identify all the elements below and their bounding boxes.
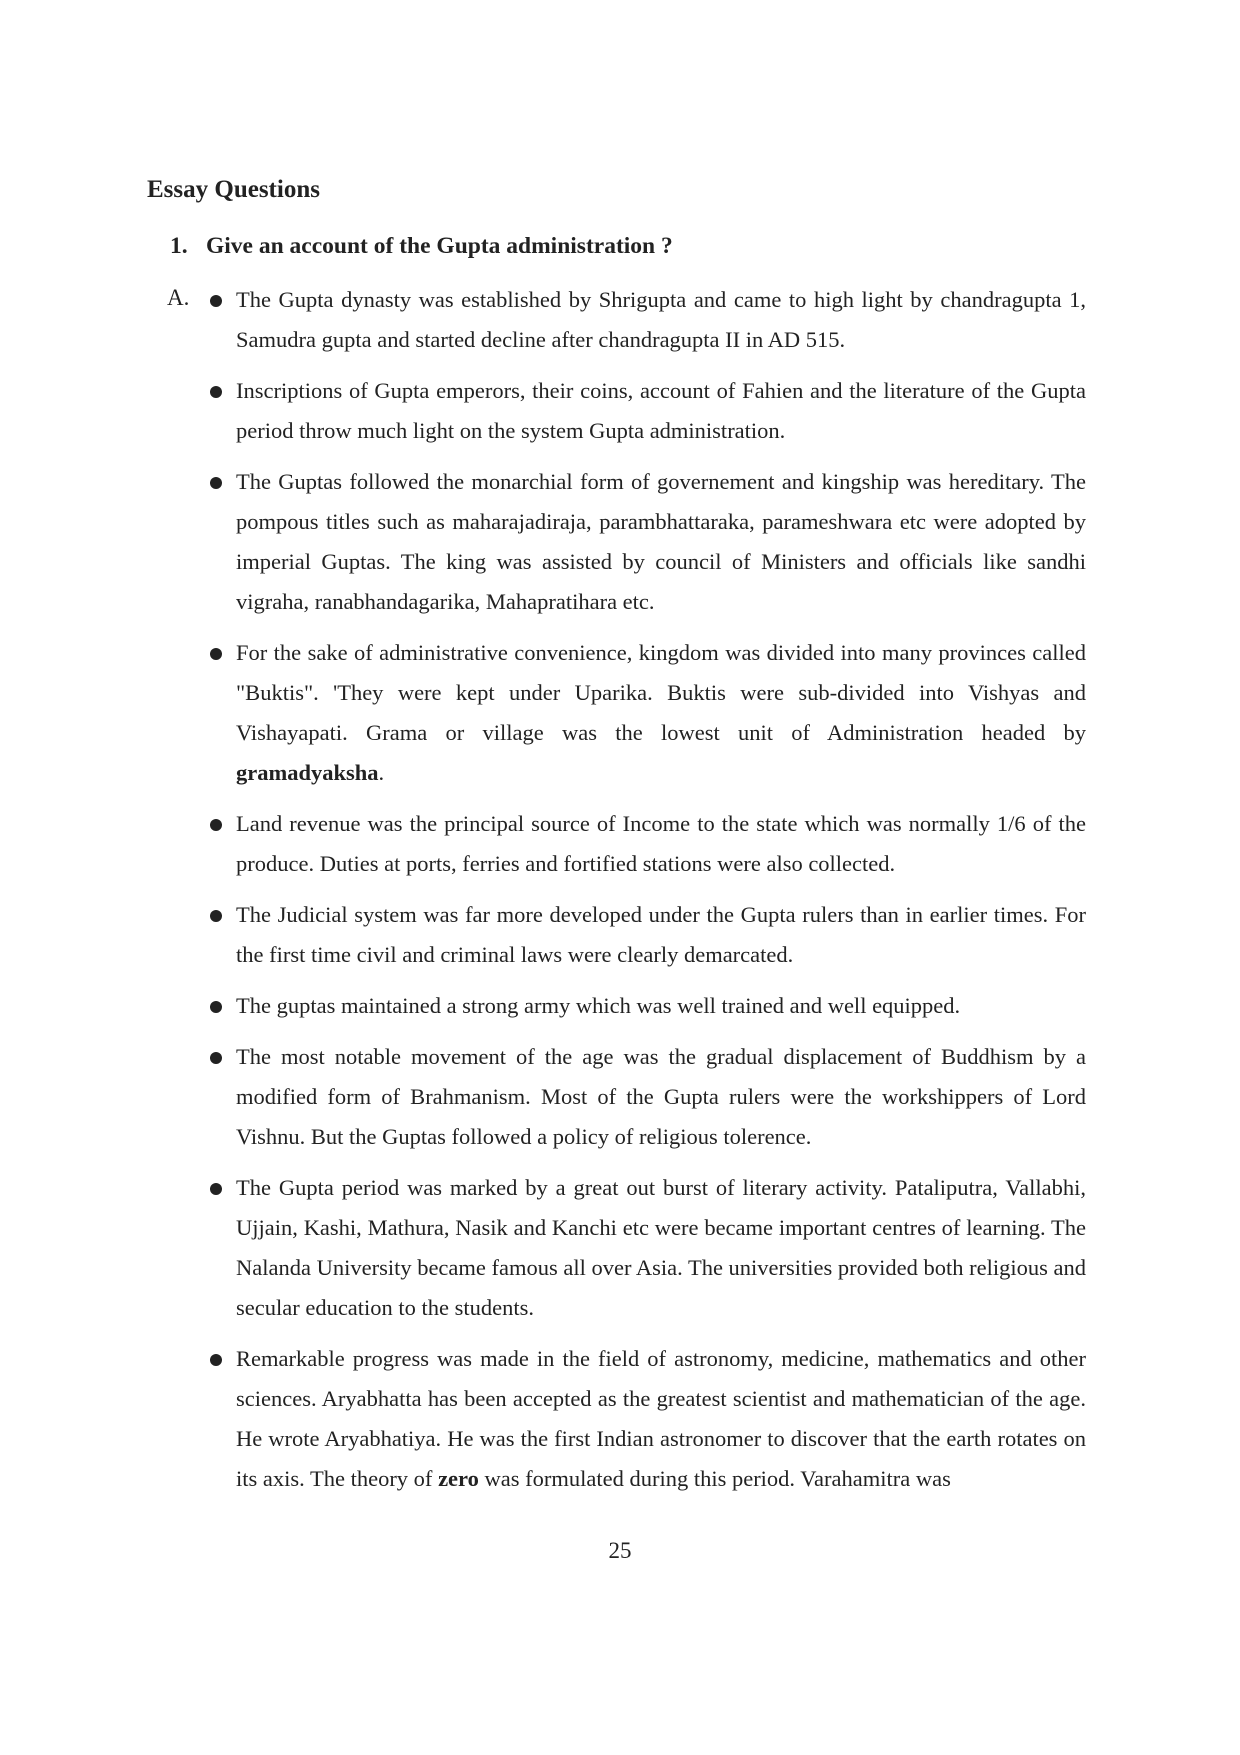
bullet-item [210, 1339, 1086, 1499]
bullet-text-end: . [378, 760, 385, 785]
bullet-dot-icon [210, 1001, 222, 1013]
bullet-item [210, 462, 1086, 622]
bullet-dot-icon [210, 1183, 222, 1195]
bullet-text: The Guptas followed the monarchial form of governement and kingship was hereditary. The pompous titles such as maharajadiraja, parambhattaraka, parameshwara etc were adopted by imperial Guptas. The king was assisted by council of Ministers and officials like sandhi vigraha, ranabhandagarika, Mahapratihara etc. [236, 469, 1086, 614]
bullet-item [210, 371, 1086, 451]
bullet-text: The Gupta period was marked by a great out burst of literary activity. Pataliputra, Vallabhi, Ujjain, Kashi, Mathura, Nasik and Kanchi etc were became important centres of learning. The Nalanda University became famous all over Asia. The universities provided both religious and secular education to the students. [236, 1175, 1086, 1320]
bullet-text: The guptas maintained a strong army which was well trained and well equipped. [236, 993, 961, 1018]
bullet-text: The Judicial system was far more developed under the Gupta rulers than in earlier times. For the first time civil and criminal laws were clearly demarcated. [236, 902, 1086, 967]
bullet-item [210, 1037, 1086, 1157]
bullet-text: Land revenue was the principal source of Income to the state which was normally 1/6 of the produce. Duties at ports, ferries and fortified stations were also collected. [236, 811, 1086, 876]
bullet-item [210, 986, 1086, 1026]
answer-bullet-list [210, 280, 1086, 1510]
bullet-text: Inscriptions of Gupta emperors, their coins, account of Fahien and the literature of the Gupta period throw much light on the system Gupta administration. [236, 378, 1086, 443]
bullet-item [210, 804, 1086, 884]
answer-label: A. [167, 285, 190, 310]
bullet-text: The Gupta dynasty was established by Shrigupta and came to high light by chandragupta 1, Samudra gupta and started decline after chandragupta II in AD 515. [236, 287, 1086, 352]
question-number: 1. [170, 233, 188, 259]
bullet-bold-term: zero [438, 1466, 479, 1491]
question [170, 233, 673, 260]
bullet-text: Remarkable progress was made in the field of astronomy, medicine, mathematics and other sciences. Aryabhatta has been accepted as the greatest scientist and mathematician of the age. He wrote Aryabhatiya. He was the first Indian astronomer to discover that the earth rotates on its axis. The theory of [236, 1346, 1086, 1491]
bullet-dot-icon [210, 386, 222, 398]
bullet-dot-icon [210, 910, 222, 922]
bullet-text: For the sake of administrative convenience, kingdom was divided into many provinces called "Buktis". 'They were kept under Uparika. Buktis were sub-divided into Vishyas and Vishayapati. Grama or village was the lowest unit of Administration headed by [236, 640, 1086, 745]
bullet-item [210, 633, 1086, 793]
page-number: 25 [608, 1538, 632, 1563]
bullet-bold-term: gramadyaksha [236, 760, 379, 785]
bullet-dot-icon [210, 819, 222, 831]
bullet-item [210, 895, 1086, 975]
bullet-dot-icon [210, 648, 222, 660]
bullet-text: The most notable movement of the age was the gradual displacement of Buddhism by a modified form of Brahmanism. Most of the Gupta rulers were the workshippers of Lord Vishnu. But the Guptas followed a policy of religious tolerence. [236, 1044, 1086, 1149]
bullet-dot-icon [210, 1354, 222, 1366]
bullet-dot-icon [210, 1052, 222, 1064]
bullet-text-end: was formulated during this period. Varahamitra was [478, 1466, 951, 1491]
bullet-dot-icon [210, 477, 222, 489]
bullet-dot-icon [210, 295, 222, 307]
bullet-item [210, 280, 1086, 360]
section-heading: Essay Questions [147, 176, 320, 203]
question-text: Give an account of the Gupta administration ? [206, 233, 673, 259]
bullet-item [210, 1168, 1086, 1328]
